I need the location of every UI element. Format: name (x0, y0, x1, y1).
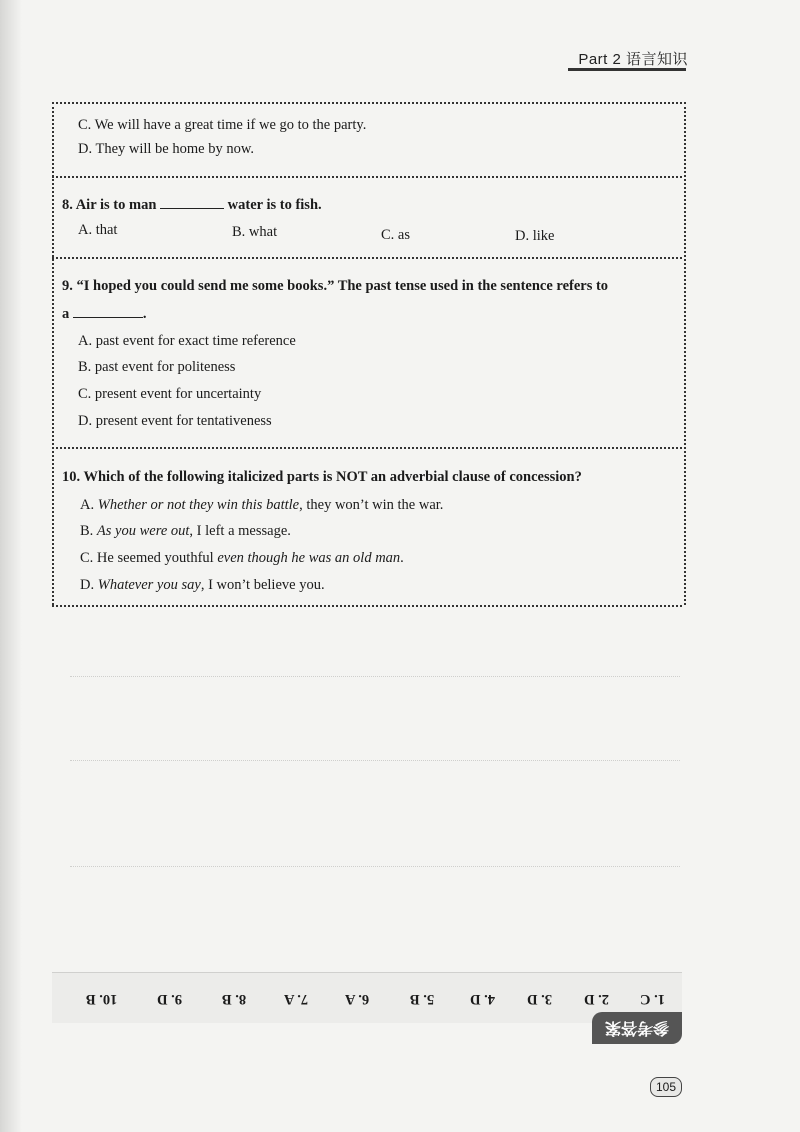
option-label: B. (80, 523, 97, 539)
option-rest: , they won’t win the war. (299, 497, 444, 513)
answer-key-tag (592, 1012, 682, 1044)
answer-item: 9. D (157, 991, 182, 1007)
answer-item: 1. C (640, 991, 665, 1007)
option-d (80, 577, 325, 594)
question-9-stem-line1: 9. “I hoped you could send me some books.” The past tense used in the sentence refers to (62, 278, 609, 294)
option-c: C. present event for uncertainty (78, 386, 262, 402)
option-d: D. like (515, 228, 555, 244)
answer-item: 5. B (410, 991, 435, 1007)
answer-item: 6. A (345, 991, 370, 1007)
answer-item: 4. D (470, 991, 495, 1007)
option-c: C. We will have a great time if we go to the party. (78, 117, 367, 133)
divider (52, 176, 682, 178)
option-rest: , I won’t believe you. (200, 577, 325, 593)
answer-item: 10. B (86, 991, 118, 1007)
italic-part: As you were out (96, 523, 190, 539)
option-label: D. (80, 577, 98, 593)
option-rest: . (400, 550, 404, 566)
header-rule (568, 68, 686, 71)
option-d: D. They will be home by now. (78, 141, 254, 157)
answer-blank (73, 305, 143, 318)
answer-item: 7. A (284, 991, 309, 1007)
answer-item: 8. B (222, 991, 247, 1007)
question-9-stem-line2 (62, 305, 147, 323)
answer-key-tag-label: 参考答案 (605, 1019, 670, 1036)
bleed-through-rule (70, 760, 680, 761)
frame-bottom-border (52, 605, 682, 607)
question-10-stem: 10. Which of the following italicized parts is NOT an adverbial clause of concession? (62, 469, 582, 485)
option-label: C. He seemed youthful (80, 550, 218, 566)
italic-part: even though he was an old man (217, 550, 401, 566)
option-a (80, 497, 443, 514)
option-b (80, 523, 291, 540)
divider (52, 257, 682, 259)
question-9-stem-after: . (142, 306, 147, 322)
bleed-through-rule (70, 866, 680, 867)
option-a: A. that (78, 222, 118, 238)
question-8-stem-before: 8. Air is to man (62, 197, 157, 213)
divider (52, 447, 682, 449)
option-b: B. past event for politeness (78, 359, 236, 375)
page-header: Part 2 语言知识 (578, 51, 688, 68)
option-label: A. (80, 497, 98, 513)
question-9-stem-before: a (62, 306, 70, 322)
page-edge-shadow (0, 0, 22, 1132)
question-8-stem-after: water is to fish. (227, 197, 322, 213)
option-c: C. as (381, 227, 410, 243)
italic-part: Whatever you say (97, 577, 201, 593)
page-number: 105 (650, 1077, 682, 1097)
question-8-stem (62, 196, 322, 214)
bleed-through-rule (70, 676, 680, 677)
option-d: D. present event for tentativeness (78, 413, 272, 429)
answer-blank (160, 196, 224, 209)
bleed-through-text (70, 648, 680, 664)
italic-part: Whether or not they win this battle (97, 497, 300, 513)
option-b: B. what (232, 224, 278, 240)
option-c (80, 550, 404, 567)
option-a: A. past event for exact time reference (78, 333, 296, 349)
answer-item: 2. D (584, 991, 609, 1007)
answer-item: 3. D (527, 991, 552, 1007)
frame-top-border (52, 102, 682, 104)
option-rest: , I left a message. (189, 523, 291, 539)
